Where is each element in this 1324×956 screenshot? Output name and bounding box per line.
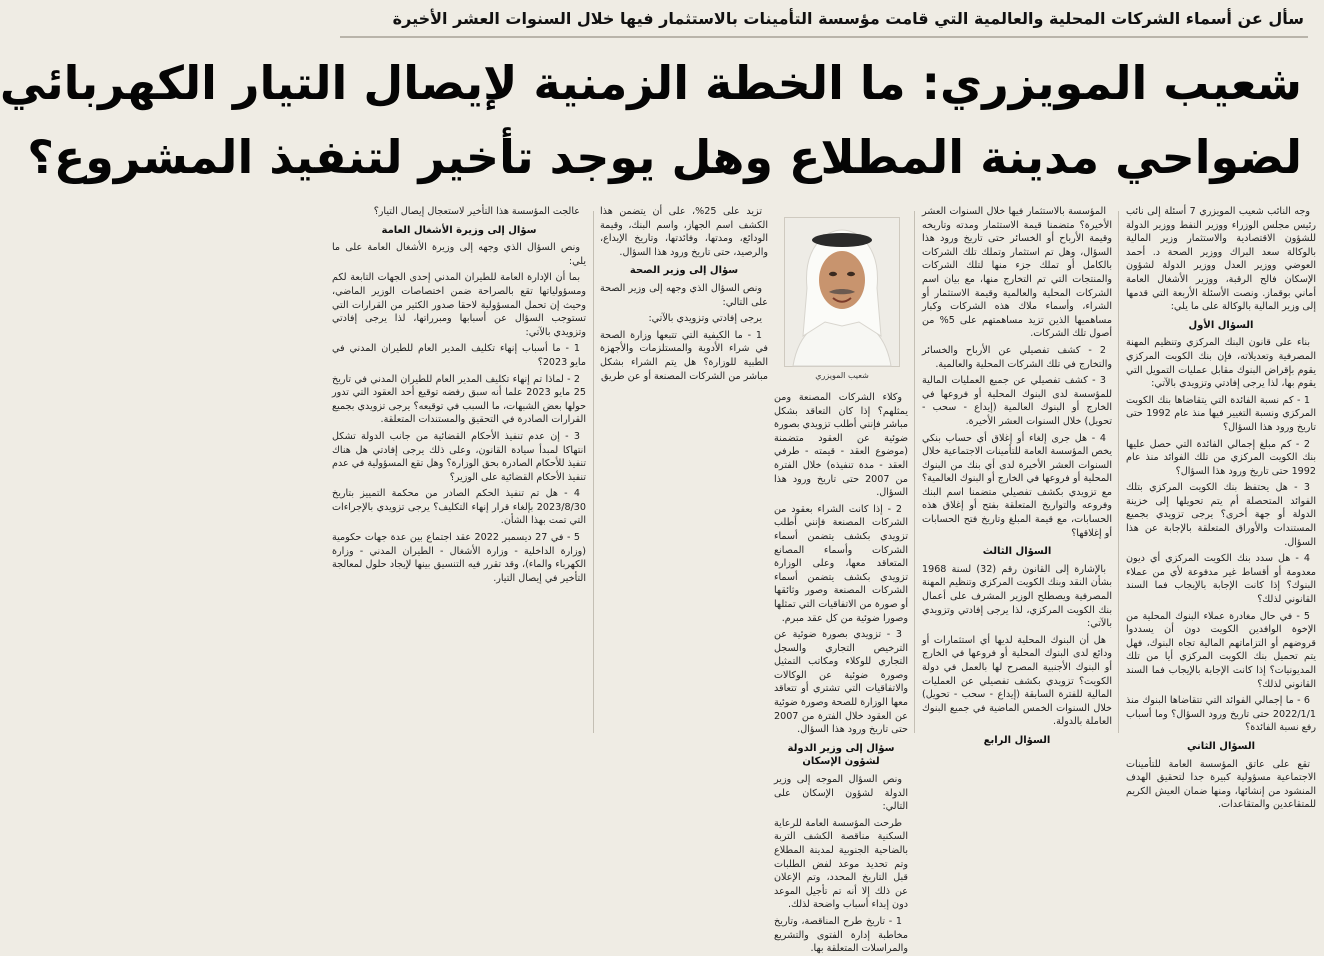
column-divider	[914, 211, 915, 733]
col1-heading-2: السؤال الثاني	[1186, 740, 1256, 752]
article-paragraph: 2 - كشف تفصيلي عن الأرباح والخسائر والتخارج في تلك الشركات المحلية والعالمية.	[922, 344, 1112, 370]
article-paragraph: هل أن البنوك المحلية لديها أي استثمارات أو ودائع لدى البنوك المحلية أو فروعها في الخارج أو البنوك الأجنبية المصرح لها بالعمل في دولة الكويت؟ تزويدي بكشف تفصيلي عن العمليات المالية للفترة السابقة (إيداع - سحب - تحويل) خلال السنوات الخمس الماضية في جميع البنوك العاملة بالدولة.	[922, 634, 1112, 728]
kicker-subheadline: سأل عن أسماء الشركات المحلية والعالمية التي قامت مؤسسة التأمينات بالاستثمار فيها خلال السنوات العشر الأخيرة	[392, 9, 1304, 28]
column-divider	[1118, 211, 1119, 733]
article-paragraph: 4 - هل جرى إلغاء أو إغلاق أي حساب بنكي يخص المؤسسة العامة للتأمينات الاجتماعية خلال السنوات العشر الأخيرة لدى أي بنك من البنوك المحلية أو فروعها في الخارج أو البنوك العالمية؟ مع تزويدي بكشف تفصيلي متضمنا اسم البنك وفروعه والتواريخ المتعلقة بفتح أو إغلاق هذه الحسابات، مع قيمة المبلغ وتاريخ فتح الحسابات أو إغلاقها؟	[922, 432, 1112, 539]
article-paragraph: يرجى إفادتي وتزويدي بالآتي:	[648, 313, 762, 325]
article-paragraph: 1 - تاريخ طرح المناقصة، وتاريخ مخاطبة إدارة الفتوى والتشريع والمراسلات المتعلقة بها.	[774, 915, 908, 955]
col5-intro	[332, 205, 586, 219]
article-paragraph: عالجت المؤسسة هذا التأخير لاستعجال إيصال التيار؟	[373, 206, 580, 217]
article-paragraph: وجه النائب شعيب المويزري 7 أسئلة إلى نائب رئيس مجلس الوزراء ووزير النفط ووزير الدولة للشؤون الاقتصادية والاستثمار وزير المالية بالوكالة سعد البراك ووزير الصحة د. أحمد العوضي ووزير العدل ووزير الدولة لشؤون الإسكان فالح الرقبة، ووزير الأشغال العامة أماني بوقماز. ونصت الأسئلة الأربعة التي قدمها إلى وزير المالية بالوكالة على ما يلي:	[1126, 206, 1316, 313]
article-paragraph: 3 - تزويدي بصورة ضوئية عن الترخيص التجاري والسجل التجاري للوكلاء ومكاتب التمثيل وصورة ضوئية عن الوكالات والاتفاقيات التي تشتري أو تتعاقد معها الوزارة للصحة وصورة ضوئية عن العقود خلال الفترة من 2007 حتى تاريخ ورود هذا السؤال.	[774, 629, 908, 736]
article-paragraph: 3 - كشف تفصيلي عن جميع العمليات المالية للمؤسسة لدى البنوك المحلية أو فروعها في الخارج أو البنوك العالمية (إيداع - سحب - تحويل) خلال السنوات العشر الأخيرة.	[922, 375, 1112, 427]
article-paragraph: 2 - لماذا تم إنهاء تكليف المدير العام للطيران المدني في تاريخ 25 مايو 2023 علما أنه سبق رفضه توقيع أحد العقود التي تدور حولها بعض الشبهات، ما السبب في توقيعه؟ يرجى تزويدي بجميع القرارات الصادرة في التحقيق والمستندات المتعلقة.	[332, 373, 586, 426]
article-column-4	[600, 205, 768, 733]
article-paragraph: تزيد على 25%، على أن يتضمن هذا الكشف اسم الجهاز، واسم البنك، وقيمة الودائع، ومدتها، وفائدتها، وتاريخ الإيداع، والرصيد، حتى تاريخ ورود هذا السؤال.	[600, 206, 768, 258]
article-paragraph: 4 - هل سدد بنك الكويت المركزي أي ديون معدومة أو أقساط غير مدفوعة لأي من عملاء البنوك؟ إذا كانت الإجابة بالإيجاب فما السند القانوني لذلك؟	[1126, 553, 1316, 606]
col3-intro	[774, 391, 908, 737]
article-column-5	[332, 205, 586, 733]
col2-heading-2: السؤال الرابع	[983, 734, 1051, 746]
col4-body	[600, 282, 768, 383]
article-paragraph: 5 - في 27 ديسمبر 2022 عقد اجتماع بين عدة جهات حكومية (وزارة الداخلية - وزارة الأشغال - الطيران المدني - وزارة الكهرباء والماء)، وقد تقرر فيه التنسيق بينها لإيجاد حلول لمعالجة التأخير في إيصال التيار.	[332, 532, 586, 584]
col5-heading-1: سؤال إلى وزيرة الأشغال العامة	[381, 224, 537, 236]
article-paragraph: 4 - هل تم تنفيذ الحكم الصادر من محكمة التمييز بتاريخ 2023/8/30 بإلغاء قرار إنهاء التكليف؟ يرجى تزويدي بالإجراءات التي تمت بهذا الشأن.	[332, 488, 586, 527]
col4-heading-1: سؤال إلى وزير الصحة	[629, 265, 739, 277]
article-paragraph: 2 - كم مبلغ إجمالي الفائدة التي حصل عليها بنك الكويت المركزي من تلك الفوائد منذ عام 1992 حتى تاريخ ورود هذا السؤال؟	[1126, 438, 1316, 477]
headline-line-1: شعيب المويزري: ما الخطة الزمنية لإيصال التيار الكهربائي	[0, 56, 1302, 110]
author-photo	[784, 217, 900, 367]
article-paragraph: 1 - ما الكيفية التي تتبعها وزارة الصحة في شراء الأدوية والمستلزمات والأجهزة الطبية للوزارة؟ هل يتم الشراء بشكل مباشر من الشركات المصنعة أو عن طريق	[600, 329, 768, 382]
portrait-image	[785, 218, 899, 366]
article-paragraph: طرحت المؤسسة العامة للرعاية السكنية مناقصة الكشف التربة بالضاحية الجنوبية لمدينة المطلاع وتم تحديد موعد لفض الطلبات قبل التاريخ المحدد، وتم الإعلان عن ذلك إلا أنه تم تأجيل الموعد دون إبداء أسباب واضحة لذلك.	[774, 817, 908, 911]
article-paragraph: 6 - ما إجمالي الفوائد التي تتقاضاها البنوك منذ 2022/1/1 حتى تاريخ ورود السؤال؟ وما أسباب رفع نسبة الفائدة؟	[1126, 695, 1316, 734]
col5-body	[332, 241, 586, 585]
col2-body	[922, 563, 1112, 729]
article-paragraph: ونص السؤال الذي وجهه إلى وزيرة الأشغال العامة على ما يلي:	[332, 242, 586, 267]
article-column-2	[922, 205, 1112, 746]
article-paragraph: المؤسسة بالاستثمار فيها خلال السنوات العشر الأخيرة؟ متضمنا قيمة الاستثمار ومدته وتاريخه وقيمة الأرباح أو الخسائر حتى تاريخ ورود هذا السؤال، وهل تم استثمار وتملك تلك الشركات بالكامل أو تملك جزء منها لتلك الشركات والمنتجات التي تم التخارج منها، مع بيان اسم الشركات المحلية والعالمية وقيمة الاستثمار أو الشراء، وأسماء ملاك هذه الشركات وكبار مساهميها الذين تزيد مساهمتهم على 5% من أصول تلك الشركات.	[922, 206, 1112, 340]
article-paragraph: ونص السؤال الموجه إلى وزير الدولة لشؤون الإسكان على التالي:	[774, 774, 908, 813]
col2-intro	[922, 205, 1112, 540]
col4-intro	[600, 205, 768, 259]
article-body	[332, 205, 1316, 955]
col1-heading-1: السؤال الأول	[1188, 319, 1254, 331]
article-paragraph: وكلاء الشركات المصنعة ومن يمثلهم؟ إذا كان التعاقد بشكل مباشر فإنني أطلب تزويدي بصورة ضوئية عن العقود متضمنة (موضوع العقد - قيمته - طرفي العقد - مدة تنفيذه) خلال الفترة من 2007 حتى تاريخ ورود هذا السؤال.	[774, 392, 908, 499]
col1-tail	[1126, 758, 1316, 812]
column-divider	[593, 211, 594, 733]
col3-heading-1: سؤال إلى وزير الدولة لشؤون الإسكان	[787, 742, 895, 768]
article-column-1	[1126, 205, 1316, 811]
article-paragraph: 2 - إذا كانت الشراء بعقود من الشركات المصنعة فإنني أطلب تزويدي بكشف يتضمن أسماء الشركات وأسماء المصانع المتعاقد معها، وعلى الوزارة تزويدي بكشف يتضمن أسماء الشركات المصنعة وصور وثائقها أو صورة من الاتفاقيات التي تمثلها وصورا ضوئية من كل عقد مبرم.	[774, 503, 908, 624]
col1-intro	[1126, 205, 1316, 314]
article-paragraph: بناء على قانون البنك المركزي وتنظيم المهنة المصرفية وتعديلاته، فإن بنك الكويت المركزي يقوم بإقراض البنوك مقابل عمليات التمويل التي يقوم بها، لذا يرجى إفادتي وتزويدي بالآتي:	[1126, 337, 1316, 390]
article-paragraph: 5 - في حال مغادرة عملاء البنوك المحلية من الإخوة الوافدين الكويت دون أن يسددوا قروضهم أو التزاماتهم المالية تجاه البنوك، فهل يتم تحميل بنك الكويت المركزي أيا من تلك المديونيات؟ إذا كانت الإجابة بالإيجاب فما السند القانوني لذلك؟	[1126, 610, 1316, 690]
article-paragraph: 1 - كم نسبة الفائدة التي يتقاضاها بنك الكويت المركزي ونسبة التغيير فيها منذ عام 1992 حتى تاريخ ورود هذا السؤال؟	[1126, 394, 1316, 433]
kicker-divider	[340, 36, 1308, 38]
article-paragraph: 3 - إن عدم تنفيذ الأحكام القضائية من جانب الدولة تشكل انتهاكا لمبدأ سيادة القانون، وعلى ذلك يرجى إفادتي هل هناك تنفيذ للأحكام الصادرة بحق الوزارة؟ وهل تقع المسؤولية في عدم تنفيذ الأحكام القضائية على الوزير؟	[332, 430, 586, 483]
col1-body	[1126, 336, 1316, 735]
col2-heading-1: السؤال الثالث	[982, 546, 1052, 558]
article-paragraph: تقع على عاتق المؤسسة العامة للتأمينات الاجتماعية مسؤولية كبيرة جدا لتحقيق الهدف المنشود من إنشائها، ومنها ضمان العيش الكريم للمتقاعدين والمتقاعدات.	[1126, 758, 1316, 811]
article-paragraph: بما أن الإدارة العامة للطيران المدني إحدى الجهات التابعة لكم ومسؤولياتها تقع بالصراحة ضمن اختصاصات الوزير الماضي، وحيث إن تحمل المسؤولية لاحقا صدور الكثير من القرارات التي تستوجب السؤال عن أسبابها ومبرراتها، لذا يرجى إفادتي وتزويدي بالآتي:	[332, 272, 586, 338]
article-paragraph: 3 - هل يحتفظ بنك الكويت المركزي بتلك الفوائد المتحصلة أم يتم تحويلها إلى خزينة الدولة أو جهة أخرى؟ يرجى تزويدي بجميع المستندات والأوراق المتعلقة بالإجابة عن هذا السؤال.	[1126, 482, 1316, 548]
article-paragraph: ونص السؤال الذي وجهه إلى وزير الصحة على التالي:	[600, 282, 768, 308]
article-paragraph: بالإشارة إلى القانون رقم (32) لسنة 1968 بشأن النقد وبنك الكويت المركزي وتنظيم المهنة المصرفية ويصطلح الوزير المشرف على أعمال بنك الكويت المركزي، لذا يرجى إفادتي وتزويدي بالآتي:	[922, 563, 1112, 630]
article-paragraph: 1 - ما أسباب إنهاء تكليف المدير العام للطيران المدني في مايو 2023؟	[332, 343, 586, 368]
col3-body	[774, 773, 908, 956]
photo-caption: شعيب المويزري	[815, 371, 869, 380]
article-column-3	[774, 391, 908, 955]
headline-line-2: لضواحي مدينة المطلاع وهل يوجد تأخير لتنفيذ المشروع؟	[27, 130, 1302, 184]
